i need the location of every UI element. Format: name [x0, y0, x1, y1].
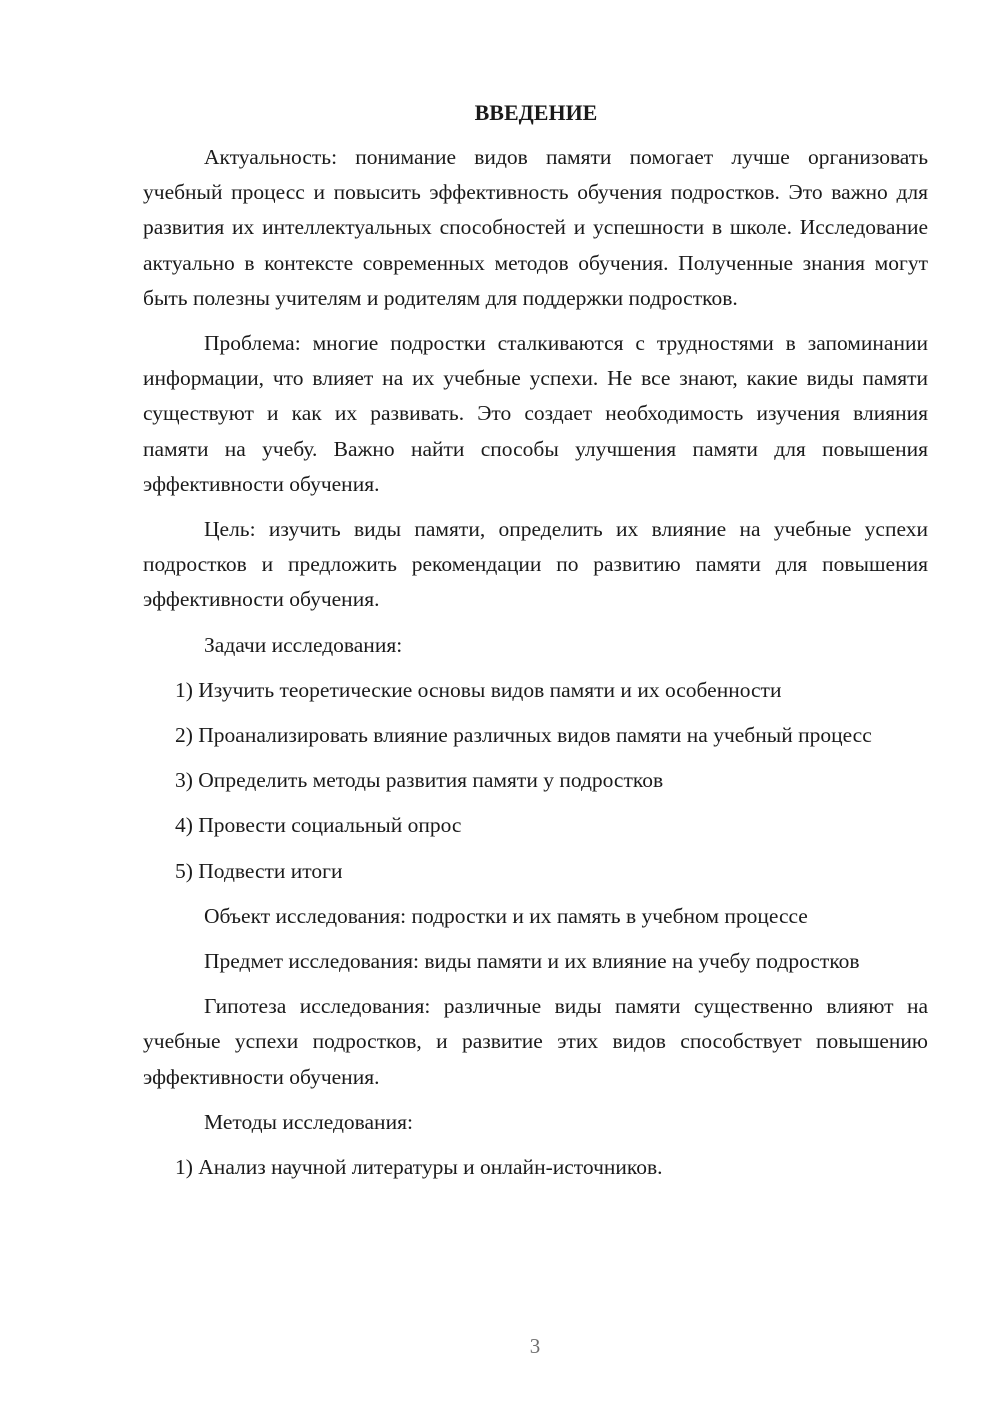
task-item-1: 1) Изучить теоретические основы видов памяти и их особенности [175, 677, 782, 702]
subject-paragraph: Предмет исследования: виды памяти и их влияние на учебу подростков [204, 949, 860, 974]
task-item-3: 3) Определить методы развития памяти у подростков [175, 768, 664, 793]
object-paragraph: Объект исследования: подростки и их память в учебном процессе [204, 903, 808, 928]
task-item-2: 2) Проанализировать влияние различных видов памяти на учебный процесс [175, 723, 872, 748]
goal-paragraph: Цель: изучить виды памяти, определить их влияние на учебные успехи подростков и предложить рекомендации по развитию памяти для повышения эффективности обучения. [143, 517, 928, 612]
relevance-paragraph: Актуальность: понимание видов памяти помогает лучше организовать учебный процесс и повысить эффективность обучения подростков. Это важно для развития их интеллектуальных способностей и успешности в школе. Исследование актуально в контексте современных методов обучения. Полученные знания могут быть полезны учителям и родителям для поддержки подростков. [143, 145, 928, 310]
hypothesis-paragraph: Гипотеза исследования: различные виды памяти существенно влияют на учебные успехи подростков, и развитие этих видов способствует повышению эффективности обучения. [143, 994, 928, 1089]
page-title: ВВЕДЕНИЕ [474, 100, 598, 125]
page-content [143, 95, 928, 1195]
task-item-5: 5) Подвести итоги [175, 858, 343, 883]
problem-paragraph: Проблема: многие подростки сталкиваются с трудностями в запоминании информации, что влияет на их учебные успехи. Не все знают, какие виды памяти существуют и как их развивать. Это создает необходимость изучения влияния памяти на учебу. Важно найти способы улучшения памяти для повышения эффективности обучения. [143, 331, 928, 496]
tasks-title: Задачи исследования: [204, 632, 403, 657]
task-item-4: 4) Провести социальный опрос [175, 813, 462, 838]
methods-title: Методы исследования: [204, 1109, 413, 1134]
page-number: 3 [529, 1334, 541, 1358]
method-item-1: 1) Анализ научной литературы и онлайн-источников. [175, 1155, 663, 1180]
